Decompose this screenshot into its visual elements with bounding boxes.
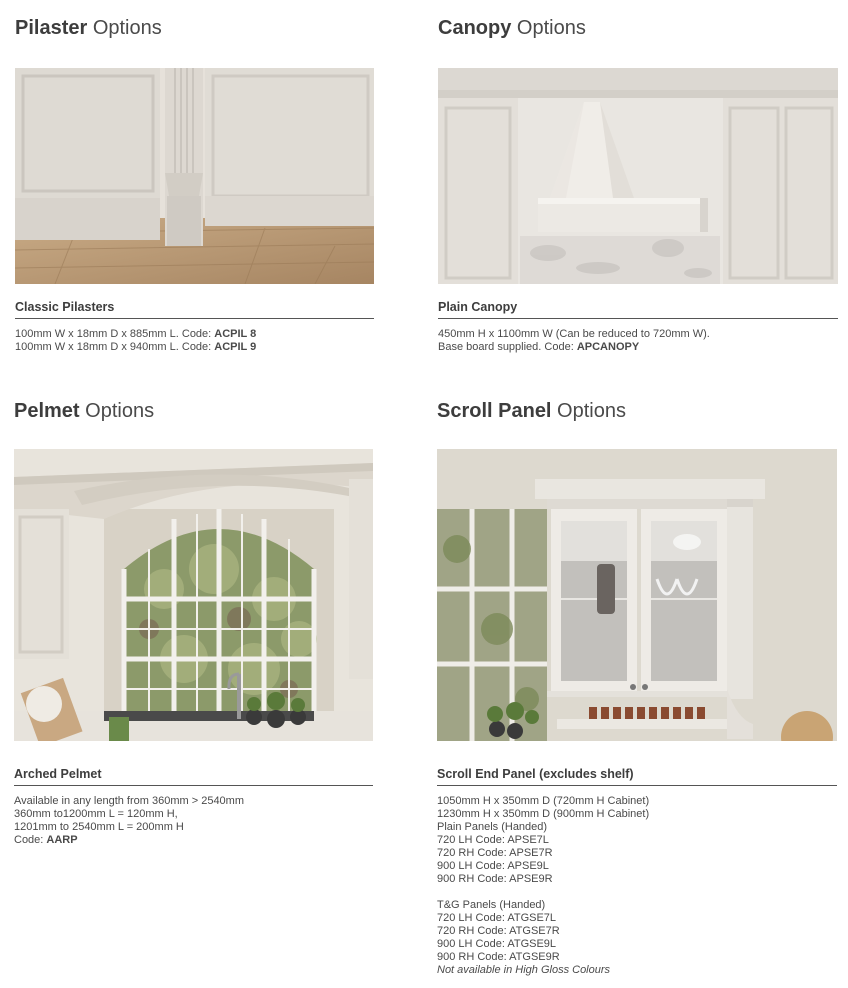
spec-line: Available in any length from 360mm > 2540mm [14,795,245,807]
canopy-specs [438,328,710,354]
heading-rest: Options [87,17,162,39]
divider [15,318,374,319]
canopy-heading [438,17,586,40]
pelmet-heading [14,400,154,423]
spec-line: T&G Panels (Handed) [437,899,546,911]
canopy-subtitle: Plain Canopy [438,300,518,314]
scroll-panel-photo [437,449,837,741]
pelmet-subtitle: Arched Pelmet [14,767,102,781]
spec-line: 1230mm H x 350mm D (900mm H Cabinet) [437,808,650,820]
heading-bold: Pilaster [15,17,88,39]
pilaster-subtitle: Classic Pilasters [15,300,115,314]
spec-line: 720 LH Code: ATGSE7L [437,912,557,924]
spec-line: 900 RH Code: ATGSE9R [437,951,560,963]
divider [437,785,837,786]
spec-line: 720 RH Code: APSE7R [437,847,553,859]
pilaster-heading [15,17,162,40]
heading-rest: Options [551,400,626,422]
heading-rest: Options [79,400,155,422]
spec-line [437,886,649,899]
pelmet-specs [14,795,244,847]
spec-line: 100mm W x 18mm D x 940mm L. Code: ACPIL 9 [15,341,257,353]
heading-bold: Scroll Panel [437,400,552,422]
spec-line: 900 LH Code: ATGSE9L [437,938,557,950]
scroll-panel-heading [437,400,626,423]
heading-bold: Pelmet [14,400,80,422]
heading-bold: Canopy [438,17,512,39]
spec-line: 720 LH Code: APSE7L [437,834,549,846]
divider [438,318,838,319]
pilaster-specs [15,328,256,354]
spec-line: 720 RH Code: ATGSE7R [437,925,560,937]
canopy-photo [438,68,838,284]
pilaster-photo [15,68,374,284]
heading-rest: Options [511,17,586,39]
spec-line: 360mm to1200mm L = 120mm H, [14,808,178,820]
scroll-panel-subtitle: Scroll End Panel (excludes shelf) [437,767,634,781]
spec-line: 1050mm H x 350mm D (720mm H Cabinet) [437,795,650,807]
spec-line: Base board supplied. Code: APCANOPY [438,341,640,353]
spec-line: 450mm H x 1100mm W (Can be reduced to 720mm W). [438,328,710,340]
spec-line: 100mm W x 18mm D x 885mm L. Code: ACPIL 8 [15,328,257,340]
spec-line: Code: AARP [14,834,78,846]
spec-line: 1201mm to 2540mm L = 200mm H [14,821,184,833]
spec-line: 900 LH Code: APSE9L [437,860,549,872]
pelmet-photo [14,449,373,741]
availability-note: Not available in High Gloss Colours [437,964,611,976]
scroll-panel-specs [437,795,649,977]
spec-line: 900 RH Code: APSE9R [437,873,553,885]
divider [14,785,373,786]
spec-line: Plain Panels (Handed) [437,821,548,833]
